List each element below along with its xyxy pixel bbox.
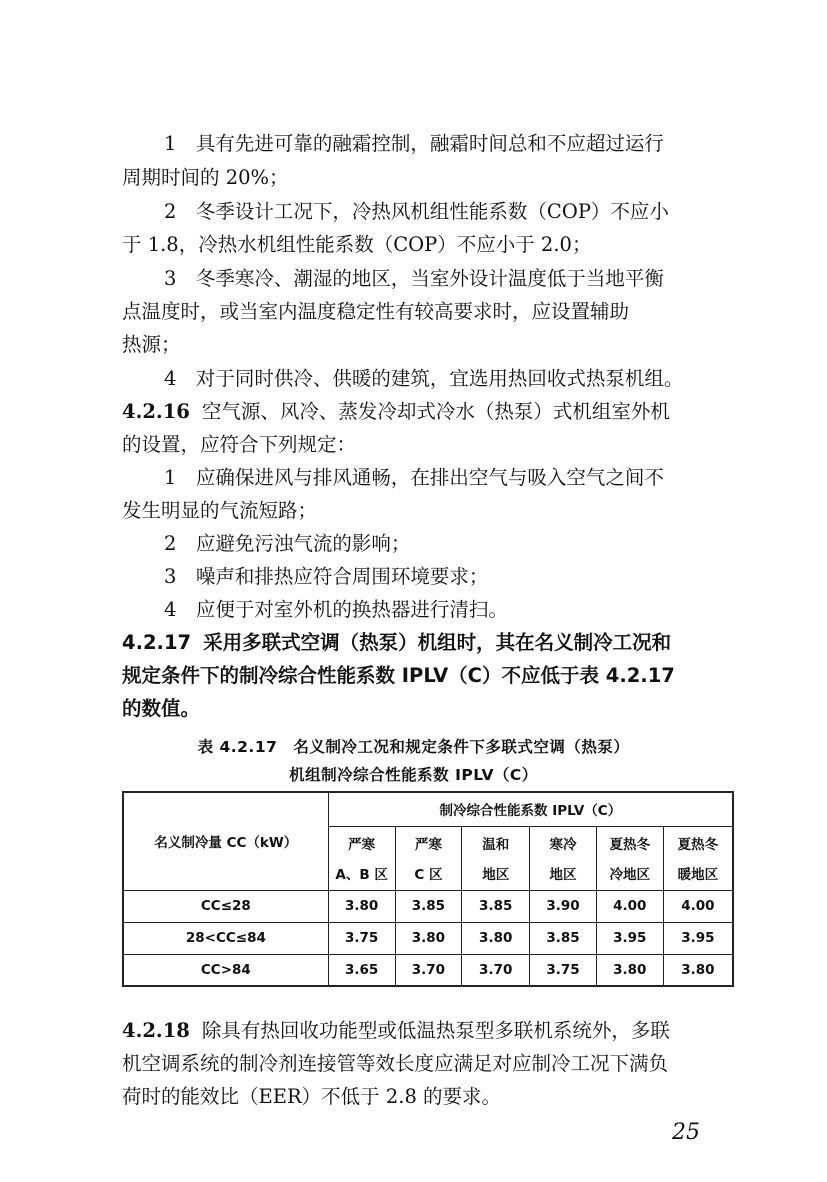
table-cell: 3.80 [596,954,663,986]
table-cell: 3.90 [530,890,597,922]
section-4-2-16-line2: 的设置，应符合下列规定： [122,433,357,456]
table-cell: 3.95 [663,922,733,954]
table-caption-line1: 表 4.2.17 名义制冷工况和规定条件下多联式空调（热泵） [197,738,630,756]
column-header: 温和 地区 [462,826,530,890]
section-number: 4.2.16 [122,400,190,423]
row-header-cell: 名义制冷量 CC（kW） [123,792,328,890]
table-cell: 3.85 [530,922,597,954]
paragraph-item-2-line2: 于 1.8，冷热水机组性能系数（COP）不应小于 2.0； [122,233,592,256]
table-cell: 3.80 [395,922,462,954]
table-caption-line2: 机组制冷综合性能系数 IPLV（C） [289,766,538,784]
table-cell: 4.00 [596,890,663,922]
column-header: 夏热冬 冷地区 [596,826,663,890]
section-4-2-18-line2: 机空调系统的制冷剂连接管等效长度应满足对应制冷工况下满负 [122,1052,669,1075]
section-number: 4.2.17 [122,631,192,654]
row-label: CC>84 [123,954,328,986]
section-text: 空气源、风冷、蒸发冷却式冷水（热泵）式机组室外机 [201,400,670,423]
paragraph-item-3-line2: 点温度时，或当室内温度稳定性有较高要求时，应设置辅助 [122,300,630,323]
paragraph-item-3-line3: 热源； [122,333,181,356]
table-cell: 3.80 [462,922,530,954]
iplv-table [122,791,734,987]
row-label: CC≤28 [123,890,328,922]
table-cell: 3.80 [328,890,395,922]
paragraph-item-4: 4 对于同时供冷、供暖的建筑，宜选用热回收式热泵机组。 [164,367,684,390]
section-4-2-18-line1 [122,1015,734,1047]
paragraph-item-1-line2: 周期时间的 20%； [122,166,289,189]
table-cell: 3.95 [596,922,663,954]
clause-3: 3 噪声和排热应符合周围环境要求； [164,565,489,588]
section-4-2-18-line3: 荷时的能效比（EER）不低于 2.8 的要求。 [122,1085,502,1108]
column-header: 严寒 A、B 区 [328,826,395,890]
table-cell: 3.80 [663,954,733,986]
section-4-2-17-line3: 的数值。 [122,697,201,720]
section-text: 采用多联式空调（热泵）机组时，其在名义制冷工况和 [203,631,672,654]
table-row [123,922,733,954]
table-cell: 4.00 [663,890,733,922]
page-number: 25 [672,1120,700,1145]
table-cell: 3.85 [395,890,462,922]
table-cell: 3.65 [328,954,395,986]
table-cell: 3.70 [462,954,530,986]
column-header: 严寒 C 区 [395,826,462,890]
section-4-2-16-line1 [122,396,734,428]
column-header: 寒冷 地区 [530,826,597,890]
paragraph-item-2-line1: 2 冬季设计工况下，冷热风机组性能系数（COP）不应小 [164,200,669,223]
column-header: 夏热冬 暖地区 [663,826,733,890]
clause-1-line1: 1 应确保进风与排风通畅，在排出空气与吸入空气之间不 [164,466,664,489]
table-row [123,890,733,922]
clause-2: 2 应避免污浊气流的影响； [164,532,411,555]
paragraph-item-3-line1: 3 冬季寒冷、潮湿的地区，当室外设计温度低于当地平衡 [164,267,664,290]
clause-4: 4 应便于对室外机的换热器进行清扫。 [164,598,508,621]
table-cell: 3.70 [395,954,462,986]
section-4-2-17-line1 [122,627,734,659]
section-4-2-17-line2: 规定条件下的制冷综合性能系数 IPLV（C）不应低于表 4.2.17 [122,664,675,687]
table-cell: 3.75 [530,954,597,986]
section-text: 除具有热回收功能型或低温热泵型多联机系统外，多联 [201,1019,670,1042]
table-cell: 3.85 [462,890,530,922]
table-cell: 3.75 [328,922,395,954]
section-number: 4.2.18 [122,1019,190,1042]
row-label: 28<CC≤84 [123,922,328,954]
group-header-cell: 制冷综合性能系数 IPLV（C） [328,792,733,826]
paragraph-item-1-line1: 1 具有先进可靠的融霜控制，融霜时间总和不应超过运行 [164,132,664,155]
clause-1-line2: 发生明显的气流短路； [122,499,318,522]
table-row [123,954,733,986]
